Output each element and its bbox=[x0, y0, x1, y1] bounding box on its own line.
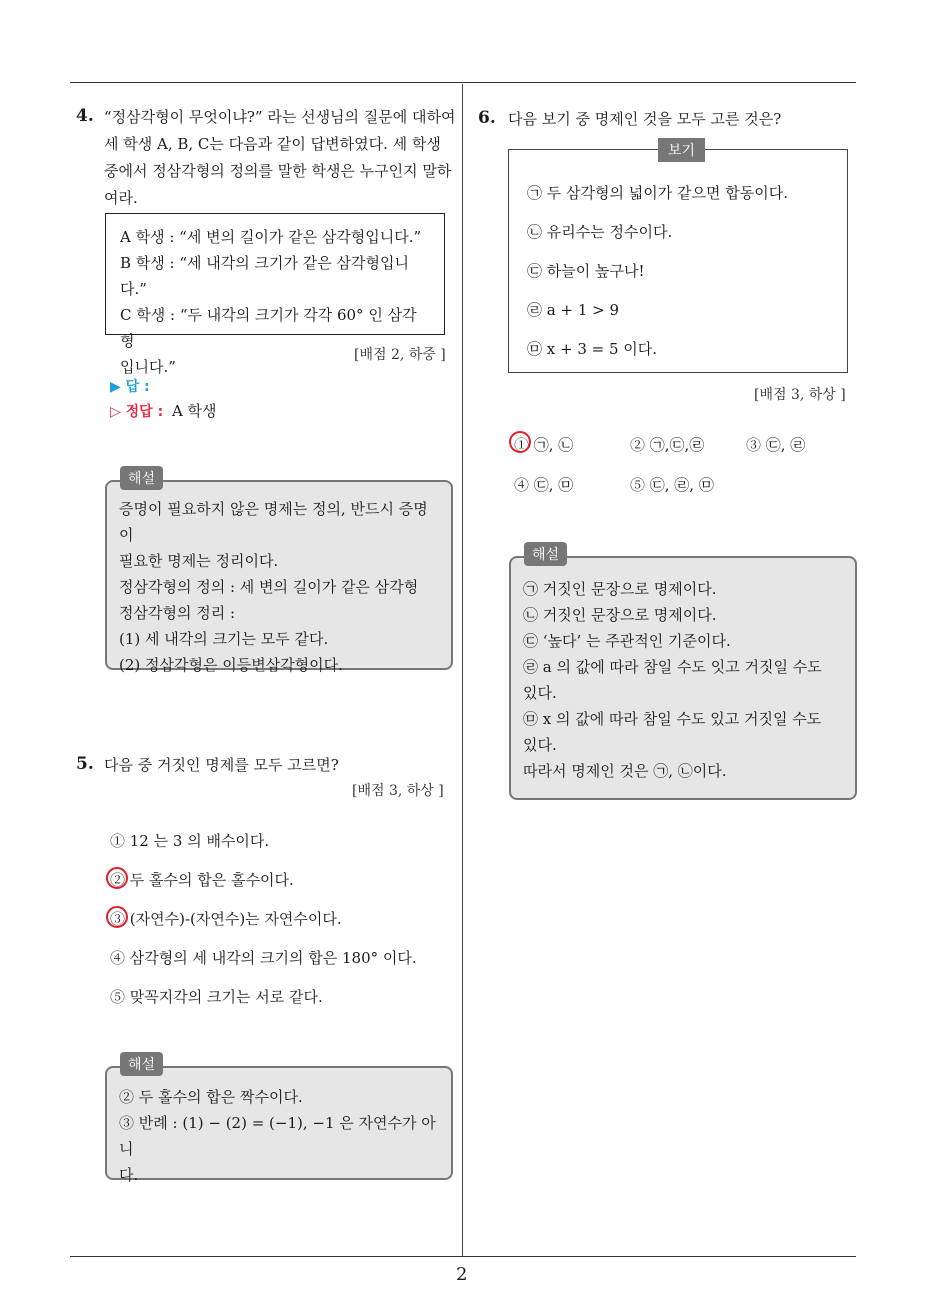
q4-text-line: 중에서 정삼각형의 정의를 말한 학생은 누구인지 말하 bbox=[104, 162, 452, 180]
q4-solution-tag: 해설 bbox=[120, 466, 163, 490]
q6-solution-box bbox=[509, 556, 857, 800]
quote-line: C 학생 : “두 내각의 크기가 각각 60° 인 삼각형 bbox=[120, 306, 417, 350]
q4-score: [배점 2, 하중 ] bbox=[354, 347, 446, 363]
q4-correct-answer bbox=[110, 400, 217, 421]
q6-choice-4[interactable]: ④ ㉢, ㉤ bbox=[514, 476, 574, 494]
q5-choice-5[interactable]: ⑤ 맞꼭지각의 크기는 서로 같다. bbox=[110, 988, 323, 1006]
bogi-item: ㉡ 유리수는 정수이다. bbox=[527, 223, 673, 241]
solution-line: ③ 반례 : (1) − (2) = (−1), −1 은 자연수가 아니 bbox=[119, 1114, 436, 1158]
q6-answer-mark-1 bbox=[509, 431, 531, 453]
solution-line: ② 두 홀수의 합은 짝수이다. bbox=[119, 1088, 303, 1106]
q6-choice-3[interactable]: ③ ㉢, ㉣ bbox=[746, 436, 806, 454]
q6-number: 6. bbox=[478, 108, 496, 128]
q6-score: [배점 3, 하상 ] bbox=[754, 387, 846, 403]
q6-choice-1[interactable]: ① ㉠, ㉡ bbox=[514, 436, 574, 454]
solution-line: ㉢ ‘높다’ 는 주관적인 기준이다. bbox=[523, 632, 731, 650]
q4-text bbox=[104, 104, 460, 212]
q5-choice-2[interactable]: ② 두 홀수의 합은 홀수이다. bbox=[110, 871, 294, 889]
page-number: 2 bbox=[456, 1264, 468, 1285]
solution-line: ㉣ a 의 값에 따라 참일 수도 잇고 거짓일 수도 bbox=[523, 658, 822, 676]
solution-line: (1) 세 내각의 크기는 모두 같다. bbox=[119, 630, 329, 648]
quote-line: B 학생 : “세 내각의 크기가 같은 삼각형입니다.” bbox=[120, 254, 409, 298]
q6-bogi-tag: 보기 bbox=[658, 138, 705, 162]
q5-choice-4[interactable]: ④ 삼각형의 세 내각의 크기의 합은 180° 이다. bbox=[110, 949, 417, 967]
q4-text-line: 여라. bbox=[104, 189, 138, 207]
q5-choice-1[interactable]: ① 12 는 3 의 배수이다. bbox=[110, 832, 270, 850]
solution-line: 따라서 명제인 것은 ㉠, ㉡이다. bbox=[523, 762, 727, 780]
solution-line: ㉤ x 의 값에 따라 참일 수도 있고 거짓일 수도 bbox=[523, 710, 822, 728]
correct-value: A 학생 bbox=[171, 402, 217, 420]
q4-text-line: 세 학생 A, B, C는 다음과 같이 답변하였다. 세 학생 bbox=[104, 135, 441, 153]
q6-choice-5[interactable]: ⑤ ㉢, ㉣, ㉤ bbox=[630, 476, 714, 494]
bogi-item: ㉤ x + 3 = 5 이다. bbox=[527, 340, 658, 358]
q4-number: 4. bbox=[76, 106, 94, 126]
solution-line: 정삼각형의 정의 : 세 변의 길이가 같은 삼각형 bbox=[119, 578, 419, 596]
quote-line: A 학생 : “세 변의 길이가 같은 삼각형입니다.” bbox=[120, 228, 422, 246]
solution-line: ㉠ 거짓인 문장으로 명제이다. bbox=[523, 580, 717, 598]
bogi-item: ㉢ 하늘이 높구나! bbox=[527, 262, 645, 280]
q5-solution-box bbox=[105, 1066, 453, 1184]
column-divider bbox=[462, 84, 463, 1257]
q5-score: [배점 3, 하상 ] bbox=[352, 783, 444, 799]
q6-text: 다음 보기 중 명제인 것을 모두 고른 것은? bbox=[508, 110, 782, 128]
q4-solution-box bbox=[105, 480, 453, 674]
solution-line: ㉡ 거짓인 문장으로 명제이다. bbox=[523, 606, 717, 624]
solution-line: 증명이 필요하지 않은 명제는 정의, 반드시 증명이 bbox=[119, 500, 428, 544]
q5-answer-mark-3 bbox=[106, 906, 128, 928]
q6-bogi-box bbox=[508, 149, 848, 373]
q5-number: 5. bbox=[76, 754, 94, 774]
solution-line: 다. bbox=[119, 1166, 139, 1184]
bottom-rule bbox=[70, 1256, 856, 1257]
quote-line: 입니다.” bbox=[120, 358, 176, 376]
bogi-item: ㉠ 두 삼각형의 넓이가 같으면 합동이다. bbox=[527, 184, 788, 202]
q5-solution-tag: 해설 bbox=[120, 1052, 163, 1076]
solution-line: (2) 정삼각형은 이등변삼각형이다. bbox=[119, 656, 343, 674]
q5-answer-mark-2 bbox=[106, 867, 128, 889]
solution-line: 필요한 명제는 정리이다. bbox=[119, 552, 279, 570]
solution-line: 정삼각형의 정리 : bbox=[119, 604, 236, 622]
bogi-item: ㉣ a + 1 > 9 bbox=[527, 301, 620, 319]
solution-line: 있다. bbox=[523, 736, 557, 754]
q5-text: 다음 중 거짓인 명제를 모두 고르면? bbox=[104, 756, 339, 774]
q4-text-line: “정삼각형이 무엇이냐?” 라는 선생님의 질문에 대하여 bbox=[104, 108, 456, 126]
q5-choice-3[interactable]: ③ (자연수)-(자연수)는 자연수이다. bbox=[110, 910, 342, 928]
q4-answer-label: ▶ 답 : bbox=[110, 379, 150, 395]
top-rule bbox=[70, 82, 856, 83]
correct-label: ▷ 정답 : bbox=[110, 404, 164, 420]
q6-choice-2[interactable]: ② ㉠,㉢,㉣ bbox=[630, 436, 705, 454]
q6-solution-tag: 해설 bbox=[524, 542, 567, 566]
solution-line: 있다. bbox=[523, 684, 557, 702]
